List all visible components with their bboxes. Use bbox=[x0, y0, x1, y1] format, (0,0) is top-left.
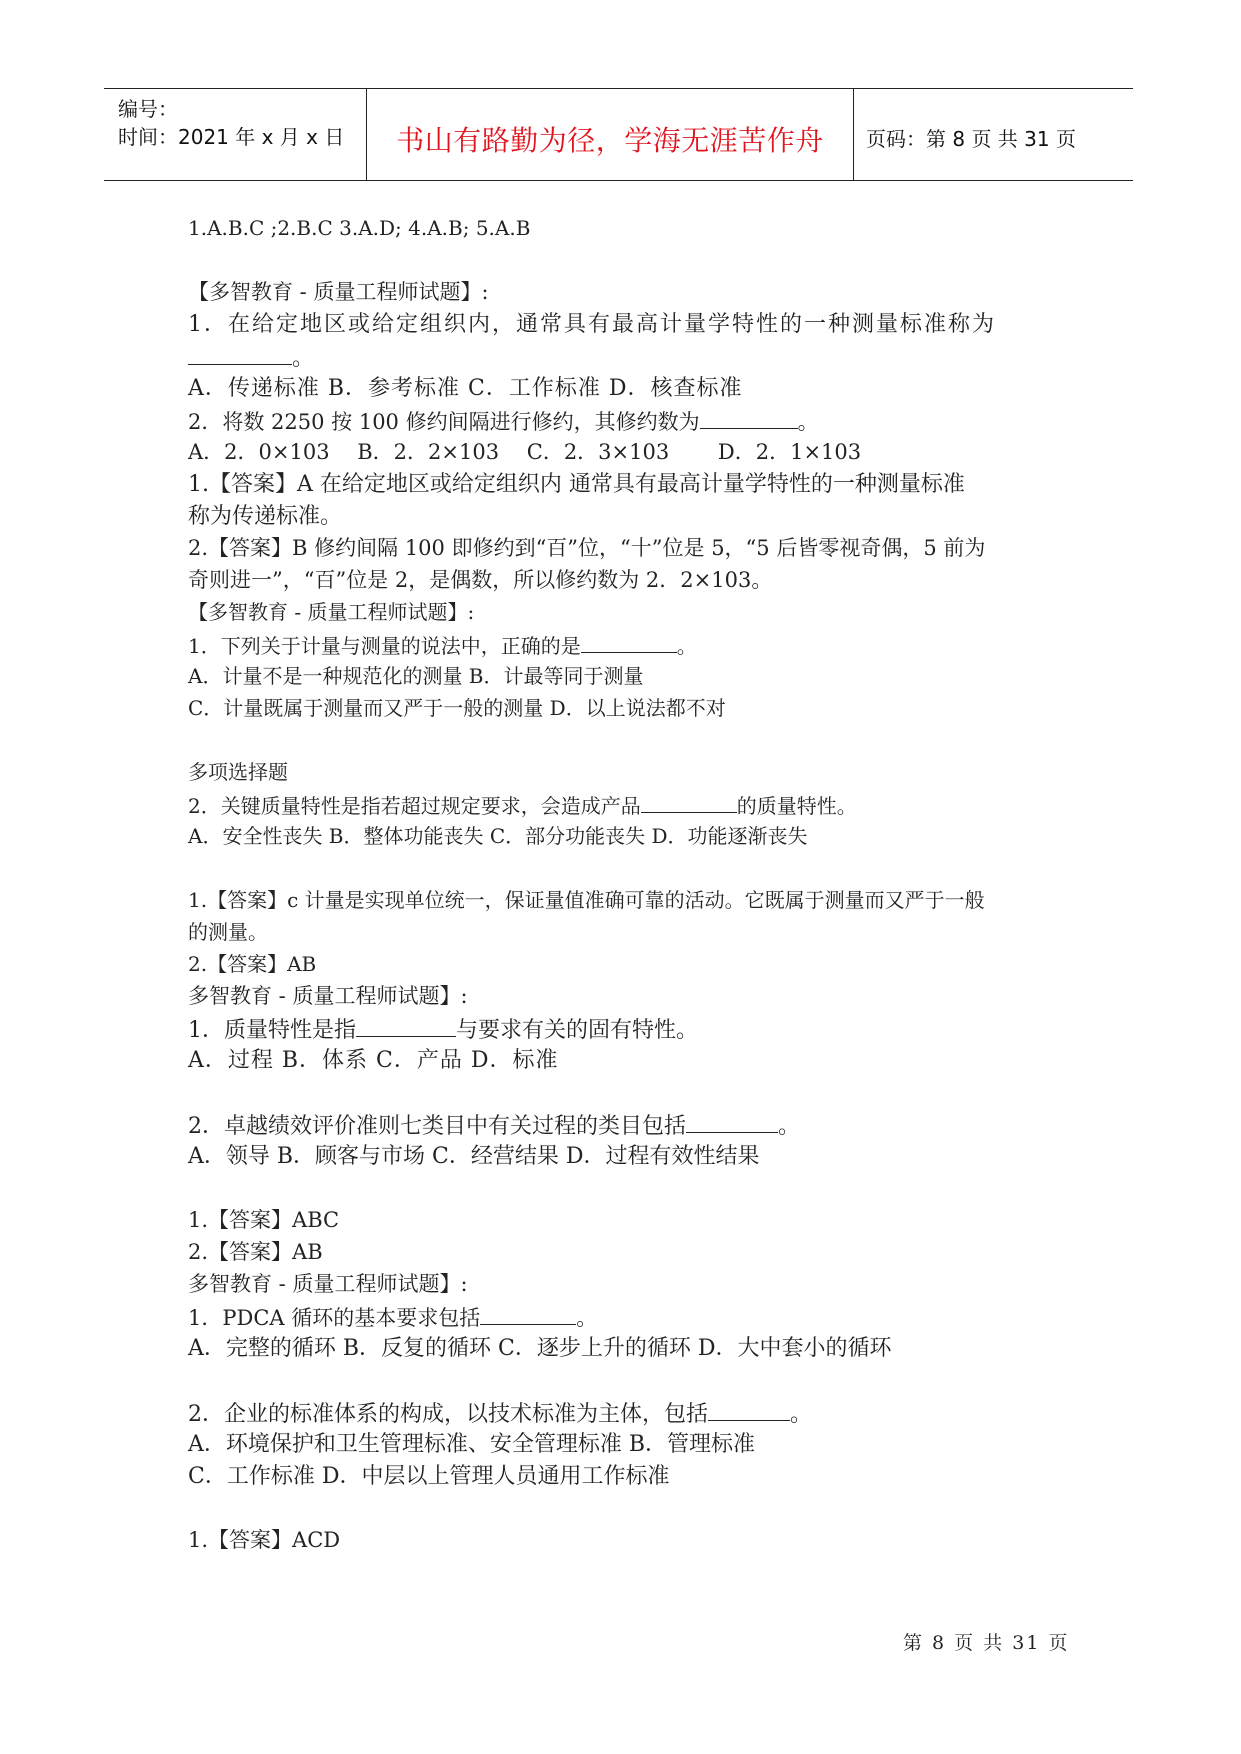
punctuation: 。 bbox=[292, 346, 315, 371]
options-line: A．领导 B．顾客与市场 C．经营结果 D．过程有效性结果 bbox=[188, 1144, 760, 1169]
question-stem: 1．PDCA 循环的基本要求包括 bbox=[188, 1306, 481, 1330]
question-stem-end: 与要求有关的固有特性。 bbox=[456, 1018, 699, 1043]
question-stem: 2．关键质量特性是指若超过规定要求，会造成产品 bbox=[188, 794, 641, 818]
question-stem-end: 的质量特性。 bbox=[736, 794, 857, 818]
header-motto-cell bbox=[366, 89, 854, 180]
punctuation: 。 bbox=[576, 1306, 598, 1330]
question-text bbox=[188, 1018, 698, 1042]
question-stem: 2．卓越绩效评价准则七类目中有关过程的类目包括 bbox=[188, 1114, 686, 1139]
question-blank-line bbox=[188, 346, 314, 370]
answer-blank bbox=[686, 1114, 778, 1133]
question-text: 1．在给定地区或给定组织内，通常具有最高计量学特性的一种测量标准称为 bbox=[188, 312, 996, 337]
options-line: C．工作标准 D．中层以上管理人员通用工作标准 bbox=[188, 1464, 670, 1489]
answer-text: 2.【答案】AB bbox=[188, 952, 317, 976]
options-line: A．安全性丧失 B．整体功能丧失 C．部分功能丧失 D．功能逐渐丧失 bbox=[188, 824, 808, 848]
question-text bbox=[188, 1114, 800, 1138]
question-text bbox=[188, 634, 697, 656]
question-stem: 1．下列关于计量与测量的说法中，正确的是 bbox=[188, 634, 581, 658]
options-line: A．环境保护和卫生管理标准、安全管理标准 B．管理标准 bbox=[188, 1432, 756, 1457]
punctuation: 。 bbox=[778, 1114, 801, 1139]
answer-text: 奇则进一”，“百”位是 2，是偶数，所以修约数为 2．2×103。 bbox=[188, 568, 773, 592]
header-page-cell bbox=[854, 89, 1133, 180]
section-heading: 【多智教育 - 质量工程师试题】: bbox=[188, 280, 489, 304]
answer-text: 2.【答案】B 修约间隔 100 即修约到“百”位，“十”位是 5，“5 后皆零视奇偶，5 前为 bbox=[188, 536, 986, 560]
options-line: A．完整的循环 B．反复的循环 C．逐步上升的循环 D．大中套小的循环 bbox=[188, 1336, 892, 1361]
section-heading: 多智教育 - 质量工程师试题】: bbox=[188, 984, 468, 1008]
previous-answers-line: 1.A.B.C ;2.B.C 3.A.D; 4.A.B; 5.A.B bbox=[188, 216, 531, 240]
options-line: A．过程 B．体系 C．产品 D．标准 bbox=[188, 1048, 559, 1073]
document-number-label: 编号： bbox=[118, 97, 178, 121]
section-heading: 【多智教育 - 质量工程师试题】: bbox=[188, 600, 475, 624]
answer-blank bbox=[700, 410, 798, 429]
section-heading: 多项选择题 bbox=[188, 760, 288, 784]
motto-text: 书山有路勤为径，学海无涯苦作舟 bbox=[396, 124, 824, 157]
question-text bbox=[188, 410, 819, 433]
punctuation: 。 bbox=[790, 1402, 813, 1427]
answer-blank bbox=[356, 1018, 456, 1037]
answer-text: 1.【答案】c 计量是实现单位统一，保证量值准确可靠的活动。它既属于测量而又严于一般 bbox=[188, 888, 985, 912]
page-number-info: 页码：第 8 页 共 31 页 bbox=[866, 127, 1076, 151]
options-line: A．计量不是一种规范化的测量 B．计最等同于测量 bbox=[188, 664, 644, 688]
answer-text: 1.【答案】A 在给定地区或给定组织内 通常具有最高计量学特性的一种测量标准 bbox=[188, 472, 965, 497]
answer-text: 称为传递标准。 bbox=[188, 504, 343, 529]
question-text bbox=[188, 1306, 597, 1329]
page-footer: 第 8 页 共 31 页 bbox=[903, 1632, 1070, 1654]
options-line: C．计量既属于测量而又严于一般的测量 D．以上说法都不对 bbox=[188, 696, 726, 720]
question-text bbox=[188, 1402, 812, 1426]
answer-text: 1.【答案】ACD bbox=[188, 1528, 341, 1552]
answer-text: 的测量。 bbox=[188, 920, 268, 944]
header-meta-cell bbox=[104, 89, 366, 180]
punctuation: 。 bbox=[676, 634, 697, 658]
question-stem: 1．质量特性是指 bbox=[188, 1018, 356, 1043]
answer-blank bbox=[708, 1402, 790, 1421]
document-date: 时间：2021 年 x 月 x 日 bbox=[118, 125, 345, 149]
answer-blank bbox=[188, 346, 292, 365]
question-stem: 2．企业的标准体系的构成，以技术标准为主体，包括 bbox=[188, 1402, 708, 1427]
question-stem: 2．将数 2250 按 100 修约间隔进行修约，其修约数为 bbox=[188, 410, 700, 434]
section-heading: 多智教育 - 质量工程师试题】: bbox=[188, 1272, 468, 1296]
answer-text: 1.【答案】ABC bbox=[188, 1208, 340, 1232]
options-line: A．2．0×103 B．2．2×103 C．2．3×103 D．2．1×103 bbox=[188, 440, 862, 464]
answer-blank bbox=[480, 1306, 576, 1325]
punctuation: 。 bbox=[797, 410, 819, 434]
answer-blank bbox=[641, 794, 737, 813]
answer-blank bbox=[581, 634, 677, 653]
page-header bbox=[104, 88, 1133, 181]
options-line: A．传递标准 B．参考标准 C．工作标准 D．核查标准 bbox=[188, 376, 743, 401]
question-text bbox=[188, 794, 857, 816]
answer-text: 2.【答案】AB bbox=[188, 1240, 323, 1264]
